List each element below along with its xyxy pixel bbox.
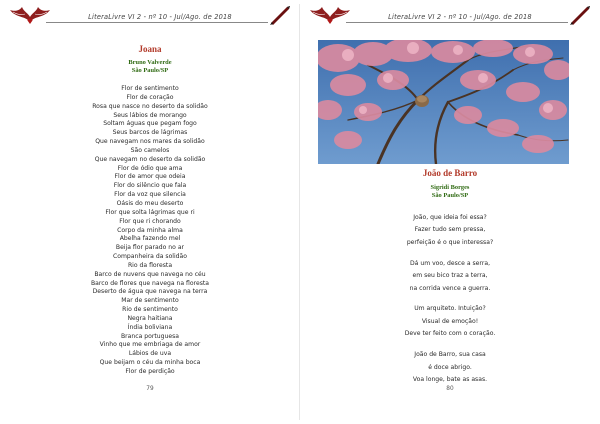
verse-line: Beija flor parado no ar xyxy=(115,244,185,252)
verse-line: Companheira da solidão xyxy=(112,253,188,261)
author-place: São Paulo/SP xyxy=(431,192,469,199)
page-header xyxy=(308,4,592,26)
quill-pen-icon xyxy=(268,4,292,26)
verse-line: Barco de nuvens que navega no céu xyxy=(94,270,206,278)
verse-line: Mar de sentimento xyxy=(121,297,179,305)
header-rule xyxy=(46,22,268,23)
author-place: São Paulo/SP xyxy=(131,67,169,74)
verse-line: Oásis do meu deserto xyxy=(116,199,184,207)
verse-line: em seu bico traz a terra, xyxy=(412,272,488,280)
verse-line: Flor do silêncio que fala xyxy=(113,182,187,190)
poem-verses xyxy=(300,212,600,386)
verse-line: João de Barro, sua casa xyxy=(414,351,486,359)
verse-line: Negra haitiana xyxy=(127,314,173,322)
verse-line: Seus barcos de lágrimas xyxy=(112,129,188,137)
verse-line: Flor de ódio que ama xyxy=(117,164,183,172)
quill-pen-icon xyxy=(568,4,592,26)
verse-line: Vinho que me embriaga de amor xyxy=(99,341,201,349)
stanza-break xyxy=(300,249,600,258)
verse-line: Branca portuguesa xyxy=(120,332,180,340)
verse-line: Flor de coração xyxy=(126,93,174,101)
page-number: 79 xyxy=(146,386,154,392)
verse-line: Barco de flores que navega na floresta xyxy=(90,279,210,287)
photo-blossom-tree-with-nest xyxy=(318,40,569,164)
verse-line: Lábios de uva xyxy=(128,350,172,358)
poem-title: Joana xyxy=(138,44,162,54)
verse-line: Dá um voo, desce a serra, xyxy=(409,259,491,267)
verse-line: Índia boliviana xyxy=(127,323,173,331)
verse-line: Flor da voz que silencia xyxy=(114,191,186,199)
page-header xyxy=(8,4,292,26)
verse-line: Rio da floresta xyxy=(127,261,173,269)
verse-line: Que beijam o céu da minha boca xyxy=(99,359,201,367)
verse-line: na corrida vence a guerra. xyxy=(409,284,491,292)
header-title: LiteraLivre VI 2 - nº 10 - Jul/Ago. de 2018 xyxy=(88,13,232,21)
verse-line: São camelos xyxy=(130,146,170,154)
verse-line: Rosa que nasce no deserto da solidão xyxy=(92,102,208,110)
verse-line: Soltam águas que pegam fogo xyxy=(103,120,197,128)
verse-line: Fazer tudo sem pressa, xyxy=(414,226,486,234)
verse-line: Que navegam no deserto da solidão xyxy=(94,155,206,163)
verse-line: Deve ter feito com o coração. xyxy=(404,330,496,338)
verse-line: Flor que ri chorando xyxy=(119,217,181,225)
verse-line: Flor que solta lágrimas que ri xyxy=(105,208,195,216)
verse-line: Flor de perdição xyxy=(125,368,175,375)
verse-line: é doce abrigo. xyxy=(428,363,472,371)
verse-line: Que navegam nos mares da solidão xyxy=(95,138,205,146)
verse-line: Flor de amor que odeia xyxy=(114,173,186,181)
right-page xyxy=(300,0,600,424)
verse-line: Corpo da minha alma xyxy=(117,226,183,234)
verse-line: Um arquiteto. Intuição? xyxy=(414,305,486,313)
header-rule xyxy=(346,22,568,23)
verse-line: Seus lábios de morango xyxy=(113,111,187,119)
verse-line: João, que ideia foi essa? xyxy=(413,214,487,221)
verse-line: Abelha fazendo mel xyxy=(119,235,181,243)
stanza-break xyxy=(300,295,600,304)
poem-verses xyxy=(0,85,300,377)
stanza-break xyxy=(300,341,600,350)
verse-line: Flor de sentimento xyxy=(121,85,179,92)
verse-line: Deserto de água que navega na terra xyxy=(92,288,208,296)
verse-line: Rio de sentimento xyxy=(122,306,178,314)
header-title: LiteraLivre VI 2 - nº 10 - Jul/Ago. de 2018 xyxy=(388,13,532,21)
author-name: Bruno Valverde xyxy=(128,59,172,66)
verse-line: Visual de emoção! xyxy=(421,317,479,325)
poem-title: João de Barro xyxy=(422,168,478,178)
page-number: 80 xyxy=(446,386,454,392)
verse-line: perfeição é o que interessa? xyxy=(406,238,494,246)
verse-line: Voa longe, bate as asas. xyxy=(412,375,488,383)
author-name: Sigridi Borges xyxy=(430,184,470,191)
